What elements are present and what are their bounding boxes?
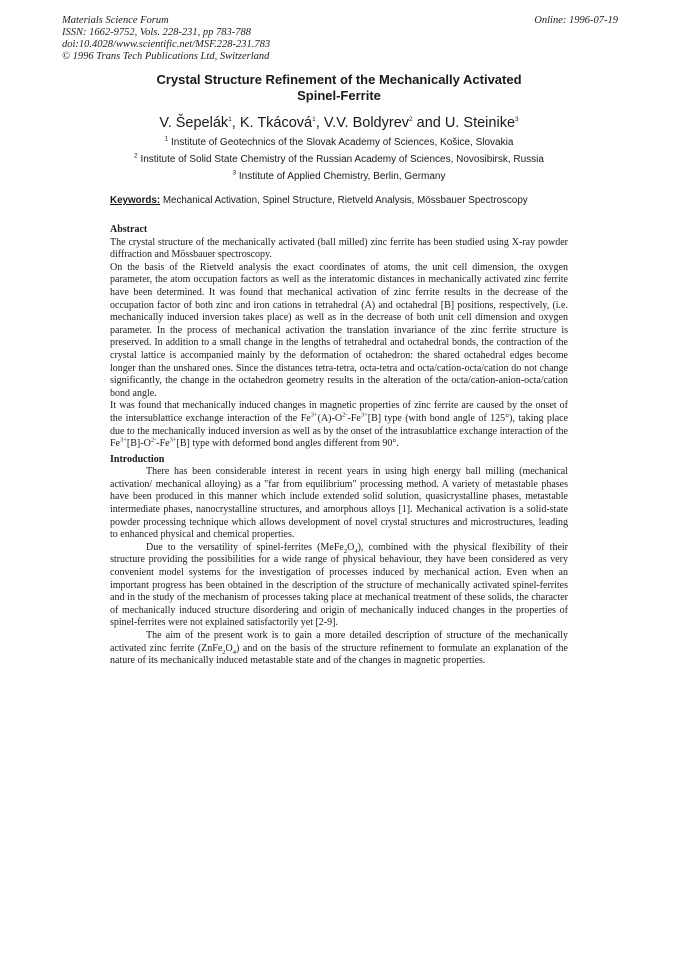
abstract-heading: Abstract xyxy=(110,224,148,235)
superscript: 3+ xyxy=(169,436,177,444)
subscript: 2 xyxy=(343,547,348,555)
superscript: 3+ xyxy=(120,436,127,444)
keywords-list: Mechanical Activation, Spinel Structure, Rietveld Analysis, Mössbauer Spectroscopy xyxy=(162,195,528,206)
journal-name: Materials Science Forum xyxy=(62,15,169,26)
text-run: O xyxy=(347,541,355,553)
text-run: [B]-O xyxy=(126,438,151,450)
text-run: ), combined with the physical flexibility of their structure providing the possibilities for a wide range of physical behaviour, they have been considered as very convenient model systems for the investigation of processes induced by mechanical action. Even when an important progress has been obtained in the description of the structure of mechanically activated spinel-ferrites and in the study of the mechanism of processes taking place at mechanical treatment of these solids, the character of mechanically induced structure disordering and origin of mechanically induced changes in the properties of spinel-ferrites were not explained satisfactorily yet [2-9]. xyxy=(110,541,568,629)
text-run: Due to the versatility of spinel-ferrites (MeFe xyxy=(146,541,344,553)
author: U. Steinike xyxy=(444,115,516,131)
author-separator: , xyxy=(231,115,240,131)
abstract-paragraph: The crystal structure of the mechanically activated (ball milled) zinc ferrite has been studied using X-ray powder diffraction and Mössbauer spectroscopy. xyxy=(110,236,568,261)
author-affiliation-mark: 2 xyxy=(409,116,413,124)
text-run: -Fe xyxy=(347,412,361,424)
text-run: (A)-O xyxy=(317,412,343,424)
author: V. Šepelák xyxy=(159,115,229,131)
superscript: 2- xyxy=(342,411,348,419)
affiliation-mark: 3 xyxy=(232,169,237,177)
copyright-line: © 1996 Trans Tech Publications Ltd, Switzerland xyxy=(62,51,270,62)
superscript: 2- xyxy=(150,436,157,444)
author: K. Tkácová xyxy=(239,115,313,131)
affiliation-text: Institute of Geotechnics of the Slovak Academy of Sciences, Košice, Slovakia xyxy=(171,137,514,148)
keywords-label: Keywords: xyxy=(110,195,161,206)
introduction-paragraph xyxy=(110,542,568,630)
author-affiliation-mark: 1 xyxy=(312,116,316,124)
affiliation-text: Institute of Solid State Chemistry of the Russian Academy of Sciences, Novosibirsk, Russia xyxy=(140,154,544,165)
text-run: The aim of the present work is to gain a more detailed description of structure of the mechanically activated zinc ferrite (ZnFe xyxy=(110,630,568,654)
affiliation xyxy=(60,154,618,165)
author-affiliation-mark: 3 xyxy=(515,116,519,124)
introduction-heading: Introduction xyxy=(110,453,165,465)
paper-title xyxy=(80,72,598,104)
text-run: O xyxy=(225,642,233,654)
affiliation-mark: 2 xyxy=(134,152,138,160)
text-run: [B] type (with bond angle of 125°), taking place due to the mechanically induced inversion as well as by the onset of the intrasublattice exchange interaction of the Fe xyxy=(110,412,569,450)
subscript: 4 xyxy=(232,648,237,656)
introduction-paragraph xyxy=(110,630,568,668)
superscript: 3+ xyxy=(360,411,368,419)
affiliation xyxy=(60,171,618,182)
online-date: Online: 1996-07-19 xyxy=(534,15,618,26)
title-line-2: Spinel-Ferrite xyxy=(297,88,381,103)
publication-header xyxy=(62,15,270,63)
abstract-paragraph: On the basis of the Rietveld analysis the exact coordinates of atoms, the unit cell dimension, the oxygen parameter, the atom occupation factors as well as the interatomic distances in mechanically activated zinc ferrite have been determined. It was found that mechanical activation of zinc ferrite results in the decrease of the occupation factor of both zinc and iron cations in tetrahedral (A) and octahedral [B] positions, respectively, (i.e. mechanically induced inversion takes place) as well as in the decrease of both unit cell dimension and oxygen parameter. In the process of mechanical activation the translation invariance of the zinc ferrite structure is preserved. In addition to a small change in the lengths of tetrahedral and octahedral bonds, the contraction of the crystal lattice is accompanied mainly by the deformation of octahedron: the shared octahedral edges become longer than the unshared ones. Since the distances tetra-tetra, octa-tetra and octa/cation-octa/cation do not change significantly, the change in the octahedron geometry results in the alteration of the octa/cation-anion-octa/cation bond angle. xyxy=(110,261,568,399)
paper-body xyxy=(110,224,568,668)
affiliation xyxy=(60,137,618,148)
superscript: 3+ xyxy=(310,411,318,419)
author-list xyxy=(80,115,598,131)
title-line-1: Crystal Structure Refinement of the Mechanically Activated xyxy=(156,72,522,87)
text-run: It was found that mechanically induced changes in magnetic properties of zinc ferrite are caused by the onset of the intersublattice exchange interaction of the Fe xyxy=(110,400,568,424)
subscript: 4 xyxy=(354,547,358,555)
doi-line[interactable]: doi:10.4028/www.scientific.net/MSF.228-231.783 xyxy=(62,39,271,50)
affiliation-text: Institute of Applied Chemistry, Berlin, Germany xyxy=(238,171,446,182)
introduction-paragraph: There has been considerable interest in recent years in using high energy ball milling (mechanical activation/ mechanical alloying) as a "far from equilibrium" processing method. A variety of metastable phases have been produced in this manner which include extended solid solution, quasicrystalline phases, metastable intermediate phases, nanocrystalline structures, and amorphous alloys [1]. Mechanical activation is a solid-state powder processing technique which allows development of novel crystal structures and microstructures, leading to enhanced physical and chemical properties. xyxy=(110,466,568,541)
issn-line: ISSN: 1662-9752, Vols. 228-231, pp 783-788 xyxy=(62,27,251,38)
text-run: ) and on the basis of the structure refinement to formulate an explanation of the nature of its mechanically induced metastable state and of the changes in magnetic properties. xyxy=(110,642,568,667)
keywords-line xyxy=(110,195,560,206)
subscript: 2 xyxy=(222,648,226,656)
author-separator: and xyxy=(412,115,445,131)
affiliation-mark: 1 xyxy=(164,135,169,143)
text-run: [B] type with deformed bond angles different from 90°. xyxy=(176,438,399,450)
text-run: -Fe xyxy=(156,438,170,450)
author-separator: , xyxy=(315,115,324,131)
author: V.V. Boldyrev xyxy=(323,115,410,131)
author-affiliation-mark: 1 xyxy=(228,116,232,124)
abstract-paragraph xyxy=(110,400,568,450)
